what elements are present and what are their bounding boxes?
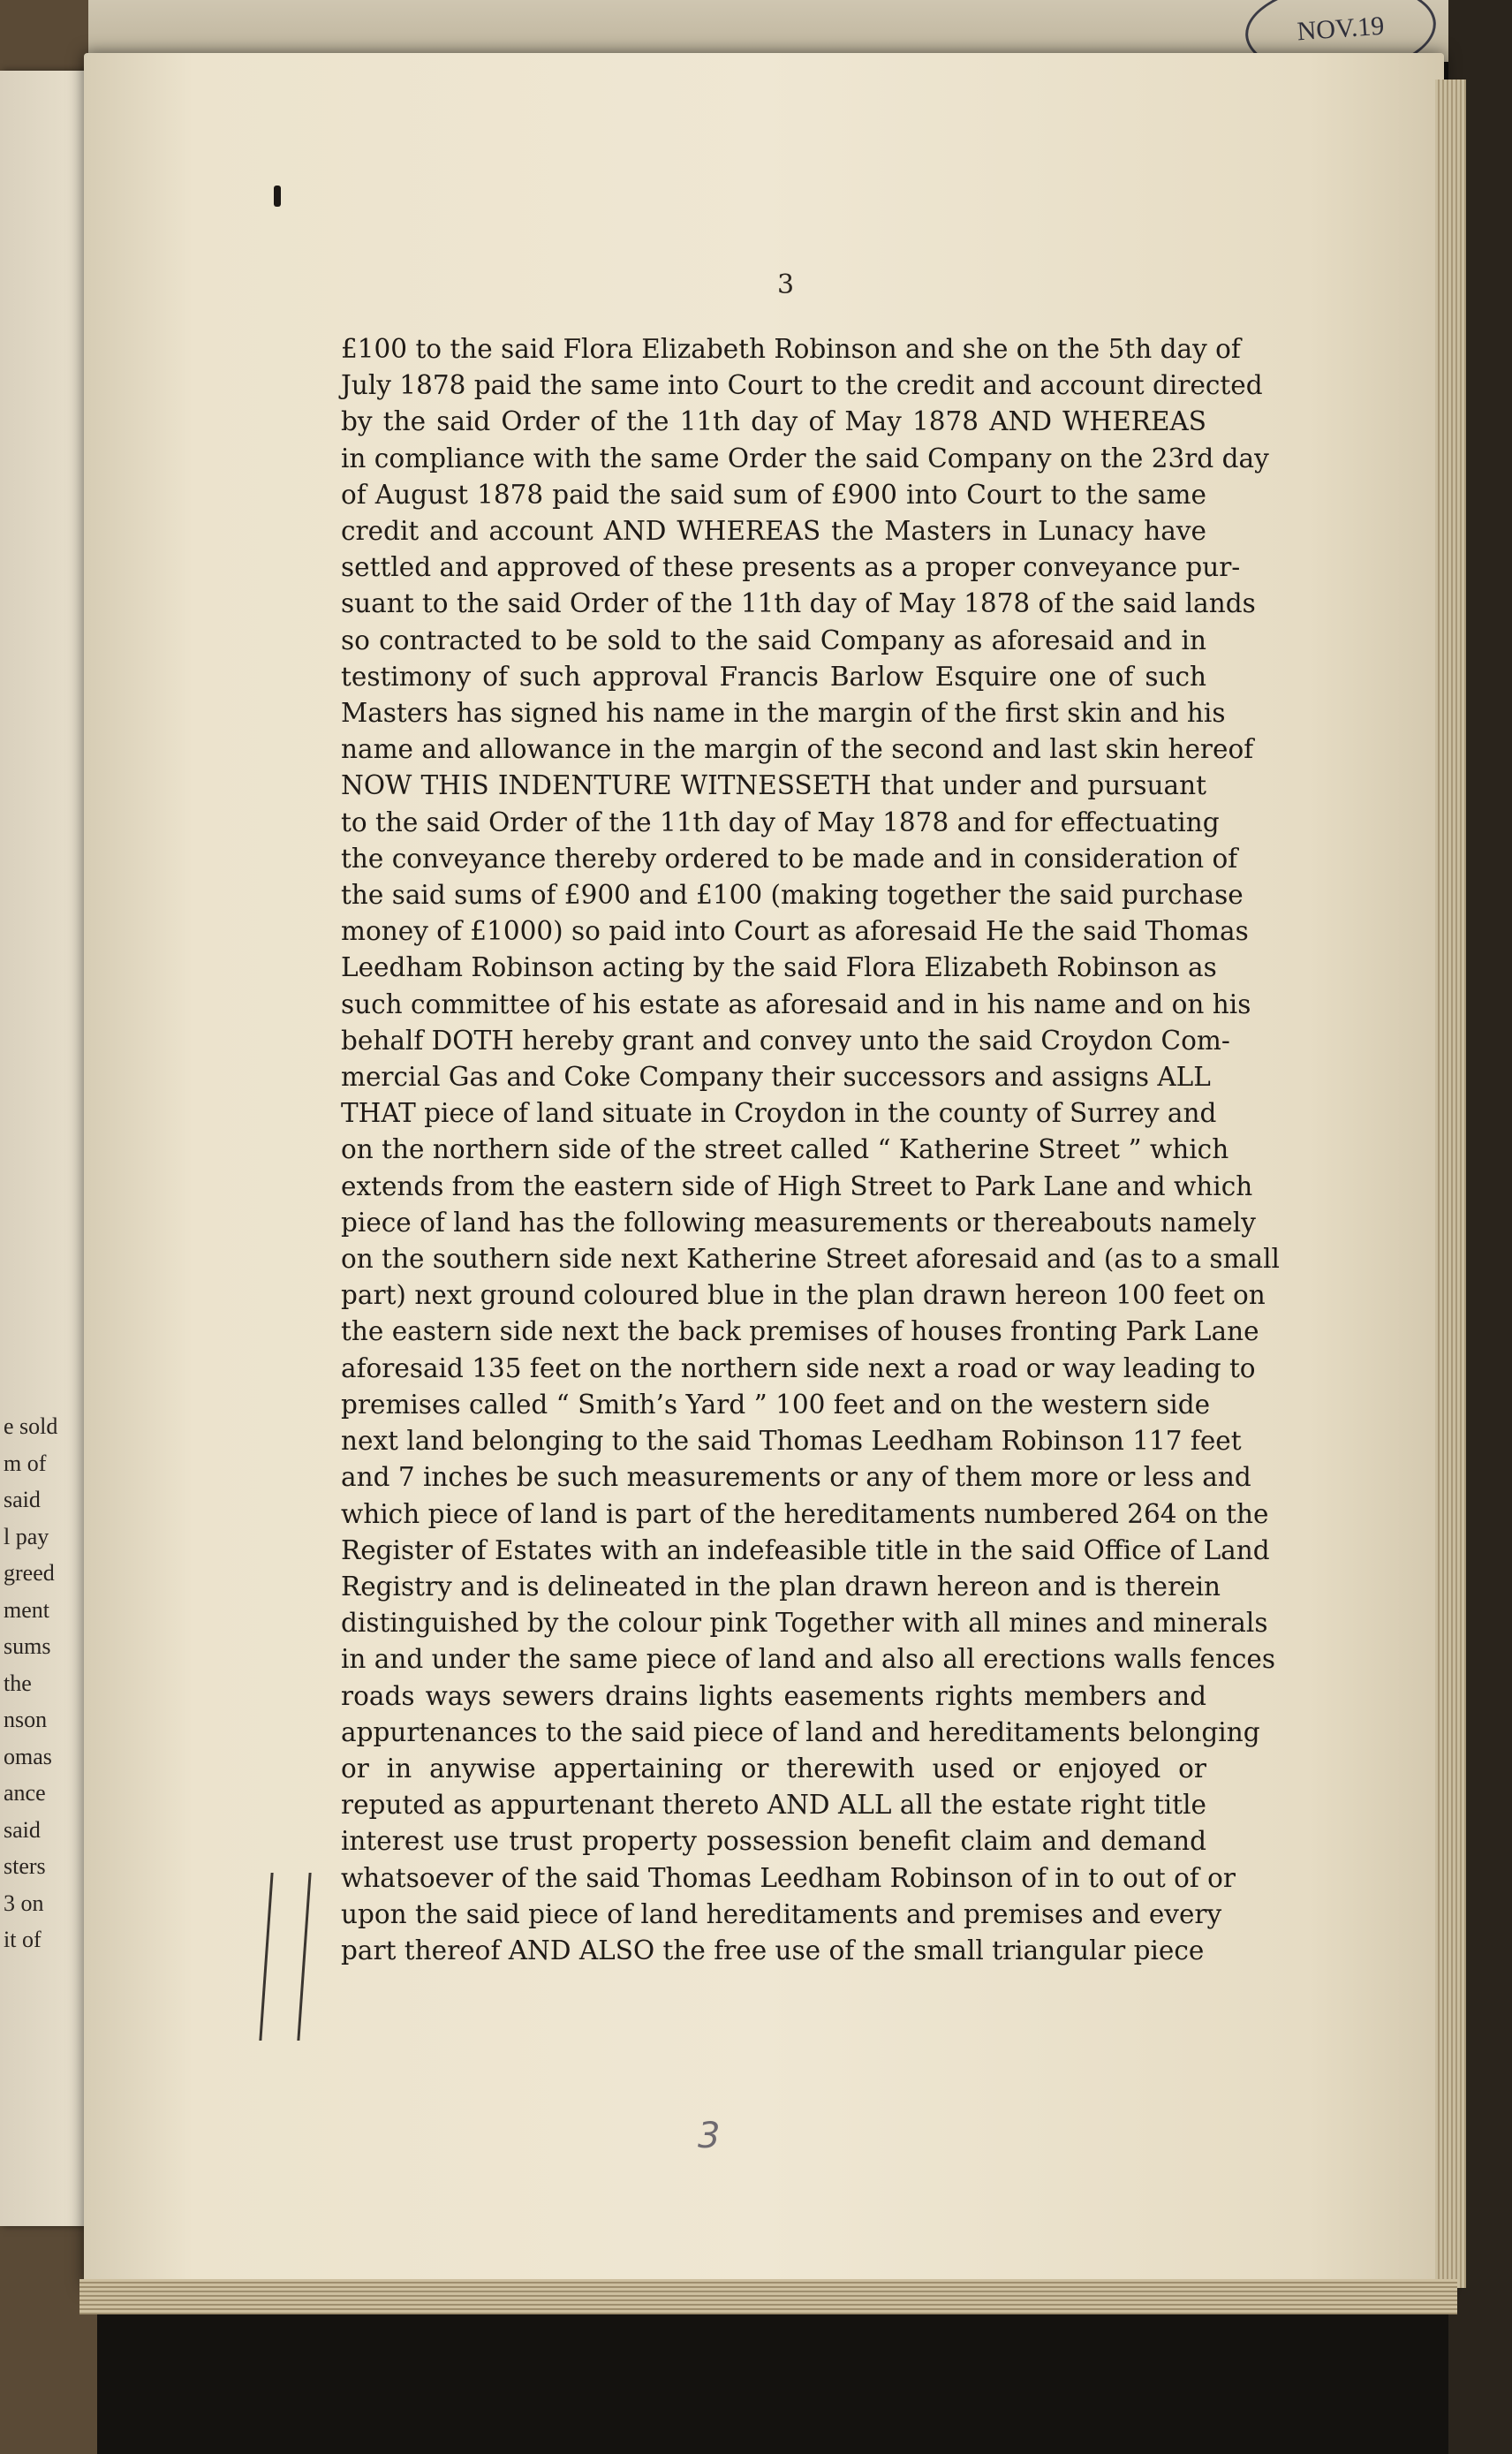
text-line: and 7 inches be such measurements or any of them more or less and bbox=[341, 1462, 1251, 1493]
text-line: £100 to the said Flora Elizabeth Robinson and she on the 5th day of bbox=[341, 334, 1241, 364]
left-page-text-fragment: greed bbox=[4, 1560, 55, 1586]
page-number: 3 bbox=[777, 269, 795, 300]
text-line: which piece of land is part of the hereditaments numbered 264 on the bbox=[341, 1498, 1269, 1529]
left-page-text-fragment: m of bbox=[4, 1450, 47, 1476]
pencil-page-number: 3 bbox=[698, 2116, 721, 2156]
text-line: or in anywise appertaining or therewith used or enjoyed or bbox=[341, 1753, 1206, 1784]
left-page-text-fragment: 3 on bbox=[4, 1890, 44, 1916]
page-stack-edges bbox=[1435, 80, 1466, 2288]
text-line: premises called “ Smith’s Yard ” 100 feet and on the western side bbox=[341, 1389, 1211, 1420]
left-page-text-fragment: e sold bbox=[4, 1413, 58, 1439]
text-line: in compliance with the same Order the said Company on the 23rd day bbox=[341, 443, 1269, 473]
left-page-text-fragment: said bbox=[4, 1816, 41, 1843]
text-line: testimony of such approval Francis Barlow Esquire one of such bbox=[341, 661, 1206, 692]
text-line: roads ways sewers drains lights easements rights members and bbox=[341, 1680, 1206, 1711]
left-page-text-fragment: it of bbox=[4, 1927, 42, 1952]
text-line: to the said Order of the 11th day of May 1878 and for effectuating bbox=[341, 807, 1220, 837]
text-line: part) next ground coloured blue in the plan drawn hereon 100 feet on bbox=[341, 1280, 1266, 1311]
left-page-text-fragment: nson bbox=[4, 1707, 48, 1732]
text-line: part thereof AND ALSO the free use of the small triangular piece bbox=[341, 1935, 1205, 1965]
page-bottom-edges bbox=[79, 2279, 1457, 2314]
text-line: Leedham Robinson acting by the said Flora Elizabeth Robinson as bbox=[341, 952, 1217, 983]
text-line: distinguished by the colour pink Together with all mines and minerals bbox=[341, 1608, 1268, 1639]
left-page-text-fragment: ance bbox=[4, 1780, 46, 1806]
text-line: by the said Order of the 11th day of May 1878 AND WHEREAS bbox=[341, 406, 1206, 437]
left-page-text-fragment: said bbox=[4, 1487, 41, 1512]
text-line: so contracted to be sold to the said Company as aforesaid and in bbox=[341, 625, 1206, 655]
text-line: July 1878 paid the same into Court to the credit and account directed bbox=[341, 370, 1263, 401]
text-line: settled and approved of these presents as a proper conveyance pur- bbox=[341, 552, 1241, 583]
left-page-text-fragment: omas bbox=[4, 1743, 52, 1769]
text-line: Masters has signed his name in the margin of the first skin and his bbox=[341, 698, 1226, 729]
text-line: next land belonging to the said Thomas Leedham Robinson 117 feet bbox=[341, 1426, 1242, 1457]
text-line: such committee of his estate as aforesaid and in his name and on his bbox=[341, 988, 1251, 1019]
text-line: suant to the said Order of the 11th day of May 1878 of the said lands bbox=[341, 588, 1256, 619]
text-line: mercial Gas and Coke Company their successors and assigns ALL bbox=[341, 1062, 1211, 1093]
text-line: on the southern side next Katherine Street aforesaid and (as to a small bbox=[341, 1244, 1280, 1275]
text-line: in and under the same piece of land and also all erections walls fences bbox=[341, 1644, 1275, 1675]
left-page-text-fragment: the bbox=[4, 1670, 32, 1696]
text-line: Register of Estates with an indefeasible title in the said Office of Land bbox=[341, 1534, 1270, 1565]
left-page-text-fragment: sums bbox=[4, 1633, 51, 1659]
left-page-text-fragment: sters bbox=[4, 1853, 46, 1879]
text-line: NOW THIS INDENTURE WITNESSETH that under and pursuant bbox=[341, 770, 1206, 801]
text-line: upon the said piece of land hereditaments and premises and every bbox=[341, 1898, 1222, 1929]
text-line: appurtenances to the said piece of land and hereditaments belonging bbox=[341, 1716, 1260, 1747]
text-line: piece of land has the following measurements or thereabouts namely bbox=[341, 1207, 1256, 1238]
text-line: the conveyance thereby ordered to be made and in consideration of bbox=[341, 843, 1238, 874]
text-line: credit and account AND WHEREAS the Masters in Lunacy have bbox=[341, 516, 1206, 547]
text-line: interest use trust property possession benefit claim and demand bbox=[341, 1826, 1206, 1857]
text-line: money of £1000) so paid into Court as aforesaid He the said Thomas bbox=[341, 916, 1249, 947]
text-line: whatsoever of the said Thomas Leedham Robinson of in to out of or bbox=[341, 1862, 1236, 1893]
text-line: of August 1878 paid the said sum of £900 into Court to the same bbox=[341, 479, 1206, 510]
text-line: THAT piece of land situate in Croydon in the county of Surrey and bbox=[341, 1098, 1217, 1129]
text-line: Registry and is delineated in the plan drawn hereon and is therein bbox=[341, 1571, 1221, 1602]
text-line: the eastern side next the back premises of houses fronting Park Lane bbox=[341, 1316, 1259, 1347]
body-text bbox=[341, 331, 1280, 1969]
left-page-text-fragment: l pay bbox=[4, 1523, 49, 1549]
text-line: aforesaid 135 feet on the northern side next a road or way leading to bbox=[341, 1352, 1256, 1383]
text-line: on the northern side of the street called “ Katherine Street ” which bbox=[341, 1134, 1229, 1165]
text-line: name and allowance in the margin of the second and last skin hereof bbox=[341, 734, 1254, 765]
left-page-text-fragment: ment bbox=[4, 1596, 49, 1623]
text-line: behalf DOTH hereby grant and convey unto the said Croydon Com- bbox=[341, 1025, 1230, 1056]
text-line: reputed as appurtenant thereto AND ALL all the estate right title bbox=[341, 1790, 1206, 1821]
text-line: extends from the eastern side of High Street to Park Lane and which bbox=[341, 1170, 1253, 1201]
date-stamp: NOV.19 bbox=[1243, 0, 1440, 82]
ink-mark bbox=[274, 186, 281, 207]
text-line: the said sums of £900 and £100 (making together the said purchase bbox=[341, 880, 1244, 911]
